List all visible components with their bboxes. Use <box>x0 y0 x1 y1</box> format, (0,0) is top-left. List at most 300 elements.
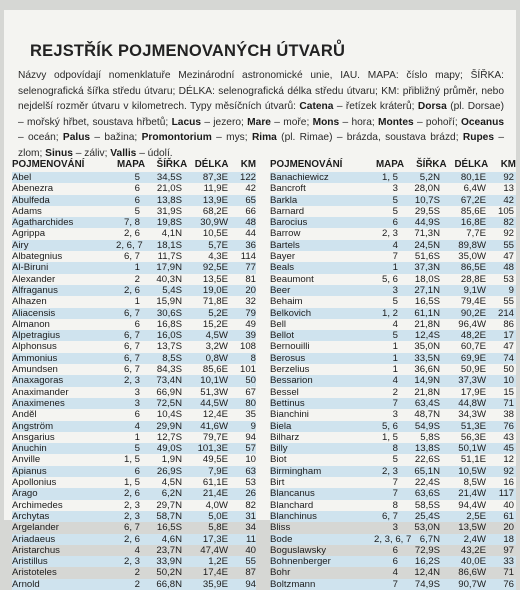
cell-name: Aristarchus <box>12 544 60 556</box>
cell-mapa: 4 <box>392 375 398 387</box>
cell-delka: 80,1E <box>460 172 486 183</box>
cell-sirka: 1,9N <box>161 454 182 466</box>
cell-km: 97 <box>503 544 514 556</box>
cell-sirka: 15,9N <box>156 296 182 308</box>
cell-name: Bernouilli <box>270 341 310 353</box>
cell-sirka: 5,8S <box>420 431 440 443</box>
table-row <box>12 545 256 556</box>
cell-delka: 79,7E <box>202 431 228 443</box>
cell-name: Agatharchides <box>12 217 74 229</box>
intro-paragraph: Názvy odpovídají nomenklatuře Mezinárodní astronomické unie, IAU. MAPA: číslo mapy; ŠÍŘKA: selenografická šířka středu útvaru; DÉLKA: selenografická délka středu útvaru; KM: přibližný průměr, nebo nejdelší rozměr útvaru v kilometrech. Typy měsíčních útvarů: Catena – řetízek kráterů; Dorsa (pl. Dorsae) – mořský hřbet, soustava hřbetů; Lacus – jezero; Mare – moře; Mons – hora; Montes – pohoří; Oceanus – oceán; Palus – bažina; Promontorium – mys; Rima (pl. Rimae) – brázda, soustava brázd; Rupes – zlom; Sinus – záliv; Vallis – údolí. <box>18 70 504 159</box>
table-row <box>270 251 516 262</box>
cell-mapa: 1 <box>392 364 398 376</box>
cell-name: Abenezra <box>12 183 54 195</box>
cell-sirka: 65,1N <box>414 465 440 477</box>
cell-mapa: 2, 6 <box>123 488 140 500</box>
cell-name: Bessel <box>270 386 299 398</box>
cell-km: 82 <box>245 499 256 511</box>
table-row <box>270 262 516 273</box>
cell-sirka: 29,7N <box>156 499 182 511</box>
cell-name: Berosus <box>270 352 306 364</box>
cell-km: 12 <box>503 454 514 466</box>
table-row <box>270 195 516 206</box>
cell-sirka: 16,0S <box>156 330 182 342</box>
cell-sirka: 73,4N <box>156 375 182 387</box>
cell-delka: 40,0E <box>460 556 486 568</box>
header-sirka: ŠÍŘKA <box>416 159 447 170</box>
cell-delka: 96,4W <box>458 318 486 330</box>
cell-mapa: 3 <box>392 284 398 296</box>
cell-name: Archytas <box>12 510 50 522</box>
cell-name: Boguslawsky <box>270 544 326 556</box>
cell-delka: 13,5W <box>458 522 486 534</box>
cell-km: 63 <box>245 465 256 477</box>
cell-mapa: 5, 6 <box>381 420 398 432</box>
cell-delka: 19,0E <box>202 284 228 296</box>
cell-name: Biela <box>270 420 292 432</box>
cell-name: Alexander <box>12 273 56 285</box>
cell-sirka: 54,9S <box>414 420 440 432</box>
cell-mapa: 7 <box>392 578 398 590</box>
cell-delka: 12,4E <box>202 409 228 421</box>
cell-sirka: 24,5N <box>414 239 440 251</box>
cell-delka: 89,8W <box>458 239 486 251</box>
cell-sirka: 16,5S <box>156 522 182 534</box>
cell-mapa: 2, 6, 7 <box>116 239 143 251</box>
table-header <box>12 158 256 172</box>
table-row <box>270 409 516 420</box>
cell-name: Alfraganus <box>12 284 58 296</box>
cell-delka: 2,5E <box>466 510 486 522</box>
table-row <box>12 240 256 251</box>
cell-sirka: 51,6S <box>414 251 440 263</box>
cell-km: 16 <box>503 477 514 489</box>
table-row <box>12 172 256 183</box>
cell-mapa: 6 <box>134 194 140 206</box>
cell-sirka: 26,9S <box>156 465 182 477</box>
cell-delka: 13,5E <box>202 273 228 285</box>
cell-delka: 7,7E <box>466 228 486 240</box>
cell-delka: 4,3E <box>208 251 228 263</box>
cell-delka: 1,2E <box>208 556 228 568</box>
cell-name: Apollonius <box>12 477 57 489</box>
cell-delka: 34,3W <box>458 409 486 421</box>
cell-name: Boltzmann <box>270 578 316 590</box>
cell-delka: 86,5E <box>460 262 486 274</box>
cell-delka: 10,1W <box>200 375 228 387</box>
cell-km: 117 <box>498 488 514 500</box>
cell-mapa: 2, 6 <box>123 284 140 296</box>
cell-sirka: 71,3N <box>414 228 440 240</box>
cell-delka: 37,3W <box>458 375 486 387</box>
cell-km: 82 <box>503 217 514 229</box>
cell-delka: 5,0E <box>208 510 228 522</box>
cell-mapa: 2, 3 <box>381 465 398 477</box>
cell-km: 26 <box>245 488 256 500</box>
header-km: KM <box>500 159 516 170</box>
cell-mapa: 2, 3 <box>123 499 140 511</box>
cell-km: 45 <box>503 443 514 455</box>
cell-name: Bliss <box>270 522 291 534</box>
cell-sirka: 49,0S <box>156 443 182 455</box>
cell-km: 53 <box>503 273 514 285</box>
cell-delka: 49,5E <box>202 454 228 466</box>
cell-km: 38 <box>503 409 514 421</box>
cell-km: 15 <box>503 386 514 398</box>
cell-name: Beaumont <box>270 273 314 285</box>
header-delka: DÉLKA <box>194 159 229 170</box>
cell-delka: 56,3E <box>460 431 486 443</box>
cell-km: 47 <box>503 251 514 263</box>
cell-name: Anaxagoras <box>12 375 64 387</box>
cell-sirka: 13,7S <box>156 341 182 353</box>
cell-name: Anaximander <box>12 386 69 398</box>
cell-mapa: 5 <box>392 205 398 217</box>
cell-sirka: 63,6S <box>414 488 440 500</box>
cell-delka: 90,7W <box>458 578 486 590</box>
cell-km: 10 <box>245 454 256 466</box>
cell-sirka: 12,4S <box>414 330 440 342</box>
cell-delka: 7,9E <box>208 465 228 477</box>
cell-sirka: 36,6N <box>414 364 440 376</box>
cell-km: 50 <box>245 375 256 387</box>
cell-km: 53 <box>245 477 256 489</box>
table-row <box>270 341 516 352</box>
table-row <box>12 274 256 285</box>
table-row <box>270 228 516 239</box>
header-mapa: MAPA <box>375 159 405 170</box>
cell-delka: 3,2W <box>205 341 228 353</box>
table-row <box>270 454 516 465</box>
cell-mapa: 4 <box>134 544 140 556</box>
cell-delka: 8,5W <box>463 477 486 489</box>
cell-sirka: 34,5S <box>156 172 182 183</box>
cell-mapa: 2 <box>134 578 140 590</box>
cell-km: 32 <box>245 296 256 308</box>
cell-mapa: 5 <box>134 172 140 183</box>
cell-sirka: 37,3N <box>414 262 440 274</box>
cell-km: 67 <box>245 386 256 398</box>
cell-delka: 11,9E <box>203 183 228 195</box>
cell-km: 74 <box>503 352 514 364</box>
table-row <box>12 319 256 330</box>
cell-sirka: 5,4S <box>162 284 182 296</box>
cell-delka: 44,5W <box>200 397 228 409</box>
cell-km: 81 <box>245 273 256 285</box>
cell-mapa: 1, 5 <box>123 454 140 466</box>
cell-mapa: 2 <box>134 567 140 579</box>
cell-delka: 85,6E <box>460 205 486 217</box>
cell-delka: 71,8E <box>202 296 228 308</box>
cell-km: 76 <box>503 578 514 590</box>
cell-km: 9 <box>250 420 256 432</box>
cell-name: Apianus <box>12 465 47 477</box>
cell-km: 55 <box>503 296 514 308</box>
cell-name: Birt <box>270 477 285 489</box>
cell-km: 40 <box>503 499 514 511</box>
table-row <box>12 285 256 296</box>
cell-delka: 10,5E <box>202 228 228 240</box>
cell-name: Barrow <box>270 228 301 240</box>
table-row <box>12 567 256 578</box>
cell-name: Ansgarius <box>12 431 55 443</box>
cell-km: 42 <box>503 194 514 206</box>
cell-km: 114 <box>240 251 256 263</box>
cell-delka: 101,3E <box>197 443 228 455</box>
table-row <box>270 364 516 375</box>
cell-sirka: 22,4S <box>414 477 440 489</box>
cell-name: Beer <box>270 284 291 296</box>
table-row <box>12 432 256 443</box>
cell-delka: 35,0W <box>458 251 486 263</box>
cell-delka: 92,5E <box>202 262 228 274</box>
cell-name: Bode <box>270 533 293 545</box>
cell-mapa: 8 <box>392 499 398 511</box>
cell-km: 61 <box>503 510 514 522</box>
cell-mapa: 3 <box>134 386 140 398</box>
cell-delka: 61,1E <box>202 477 228 489</box>
cell-delka: 44,8W <box>458 397 486 409</box>
cell-name: Anuchin <box>12 443 47 455</box>
header-name: POJMENOVÁNÍ <box>270 159 343 170</box>
cell-sirka: 13,8S <box>156 194 182 206</box>
cell-km: 50 <box>503 364 514 376</box>
cell-delka: 4,5W <box>205 330 228 342</box>
cell-name: Birmingham <box>270 465 322 477</box>
cell-mapa: 1, 5 <box>381 172 398 183</box>
table-row <box>12 522 256 533</box>
table-row <box>12 500 256 511</box>
cell-delka: 51,1E <box>460 454 486 466</box>
cell-name: Behaim <box>270 296 303 308</box>
cell-sirka: 6,2N <box>161 488 182 500</box>
cell-km: 10 <box>503 375 514 387</box>
cell-km: 122 <box>239 172 256 183</box>
cell-name: Airy <box>12 239 29 251</box>
cell-name: Ammonius <box>12 352 58 364</box>
cell-mapa: 6, 7 <box>123 330 140 342</box>
table-row <box>270 353 516 364</box>
cell-mapa: 6, 7 <box>123 364 140 376</box>
cell-sirka: 58,7N <box>156 510 182 522</box>
table-row <box>12 217 256 228</box>
table-row <box>270 308 516 319</box>
table-row <box>12 488 256 499</box>
cell-delka: 13,9E <box>202 194 228 206</box>
cell-delka: 79,4E <box>460 296 486 308</box>
cell-name: Angström <box>12 420 54 432</box>
cell-sirka: 18,1S <box>156 239 182 251</box>
cell-name: Bellot <box>270 330 294 342</box>
cell-km: 66 <box>245 205 256 217</box>
cell-km: 36 <box>245 239 256 251</box>
table-row <box>12 251 256 262</box>
table-row <box>270 443 516 454</box>
table-row <box>270 511 516 522</box>
cell-delka: 90,2E <box>460 307 486 319</box>
cell-km: 13 <box>503 183 514 195</box>
cell-sirka: 17,9N <box>156 262 182 274</box>
table-row <box>270 217 516 228</box>
cell-km: 49 <box>245 318 256 330</box>
table-row <box>270 387 516 398</box>
index-table-right <box>270 158 516 590</box>
table-row <box>270 556 516 567</box>
cell-km: 39 <box>245 330 256 342</box>
cell-sirka: 18,0S <box>414 273 440 285</box>
cell-mapa: 1, 5 <box>381 431 398 443</box>
cell-name: Blanchinus <box>270 510 317 522</box>
table-row <box>12 579 256 590</box>
cell-sirka: 61,1N <box>414 307 440 319</box>
cell-sirka: 28,0N <box>414 183 440 195</box>
table-row <box>12 477 256 488</box>
cell-km: 55 <box>503 239 514 251</box>
cell-mapa: 1, 2 <box>381 307 398 319</box>
cell-sirka: 4,6N <box>161 533 182 545</box>
cell-mapa: 7 <box>392 251 398 263</box>
table-row <box>270 579 516 590</box>
table-row <box>12 454 256 465</box>
cell-mapa: 1, 5 <box>123 477 140 489</box>
cell-sirka: 72,9S <box>414 544 440 556</box>
cell-km: 18 <box>503 533 514 545</box>
table-row <box>270 488 516 499</box>
table-row <box>12 206 256 217</box>
cell-km: 92 <box>503 465 514 477</box>
table-row <box>270 398 516 409</box>
table-row <box>270 545 516 556</box>
cell-sirka: 84,3S <box>156 364 182 376</box>
table-row <box>270 432 516 443</box>
cell-mapa: 6, 7 <box>381 510 398 522</box>
cell-name: Adams <box>12 205 42 217</box>
cell-km: 92 <box>503 172 514 183</box>
cell-sirka: 53,0N <box>414 522 440 534</box>
cell-mapa: 6 <box>134 318 140 330</box>
cell-name: Almanon <box>12 318 50 330</box>
cell-delka: 67,2E <box>460 194 486 206</box>
table-header <box>270 158 516 172</box>
table-row <box>270 330 516 341</box>
cell-sirka: 22,6S <box>414 454 440 466</box>
table-row <box>12 387 256 398</box>
cell-delka: 5,7E <box>208 239 228 251</box>
cell-delka: 51,3W <box>200 386 228 398</box>
cell-name: Ariadaeus <box>12 533 56 545</box>
cell-km: 20 <box>245 284 256 296</box>
cell-sirka: 21,8N <box>414 386 440 398</box>
cell-name: Andĕl <box>12 409 37 421</box>
cell-sirka: 29,5S <box>414 205 440 217</box>
cell-name: Blancanus <box>270 488 315 500</box>
cell-sirka: 8,5S <box>162 352 182 364</box>
cell-mapa: 7 <box>392 397 398 409</box>
table-row <box>270 319 516 330</box>
cell-delka: 28,8E <box>460 273 486 285</box>
cell-mapa: 6, 7 <box>123 307 140 319</box>
table-row <box>270 296 516 307</box>
cell-sirka: 63,4S <box>414 397 440 409</box>
cell-sirka: 12,4N <box>414 567 440 579</box>
cell-name: Bessarion <box>270 375 313 387</box>
table-row <box>270 477 516 488</box>
cell-sirka: 33,9N <box>156 556 182 568</box>
cell-name: Bohr <box>270 567 291 579</box>
table-row <box>12 409 256 420</box>
cell-delka: 2,4W <box>463 533 486 545</box>
cell-mapa: 2, 3 <box>123 556 140 568</box>
header-name: POJMENOVÁNÍ <box>12 159 85 170</box>
cell-delka: 50,1W <box>458 443 486 455</box>
cell-mapa: 1 <box>392 262 398 274</box>
cell-delka: 69,9E <box>460 352 486 364</box>
table-row <box>270 534 516 545</box>
cell-name: Bohnenberger <box>270 556 331 568</box>
table-row <box>12 308 256 319</box>
cell-delka: 17,9E <box>460 386 486 398</box>
cell-name: Bettinus <box>270 397 305 409</box>
cell-sirka: 33,5N <box>414 352 440 364</box>
cell-delka: 9,1W <box>463 284 486 296</box>
table-row <box>12 228 256 239</box>
cell-sirka: 16,2S <box>414 556 440 568</box>
cell-km: 42 <box>245 183 256 195</box>
table-row <box>12 330 256 341</box>
table-row <box>270 466 516 477</box>
table-row <box>12 262 256 273</box>
cell-delka: 0,8W <box>205 352 228 364</box>
cell-mapa: 6 <box>392 544 398 556</box>
cell-mapa: 6, 7 <box>123 341 140 353</box>
cell-km: 80 <box>245 397 256 409</box>
cell-mapa: 3 <box>392 409 398 421</box>
cell-km: 9 <box>508 284 514 296</box>
cell-name: Arago <box>12 488 38 500</box>
cell-sirka: 11,7S <box>157 251 182 263</box>
table-row <box>270 206 516 217</box>
cell-km: 20 <box>503 522 514 534</box>
cell-sirka: 74,9S <box>414 578 440 590</box>
cell-mapa: 5 <box>134 443 140 455</box>
cell-name: Bilharz <box>270 431 300 443</box>
cell-delka: 17,4E <box>202 567 228 579</box>
cell-km: 76 <box>503 420 514 432</box>
cell-km: 34 <box>245 522 256 534</box>
cell-delka: 43,2E <box>460 544 486 556</box>
table-row <box>12 421 256 432</box>
cell-name: Al-Biruni <box>12 262 49 274</box>
cell-name: Bancroft <box>270 183 306 195</box>
cell-sirka: 16,5S <box>414 296 440 308</box>
table-row <box>12 466 256 477</box>
cell-km: 71 <box>503 397 514 409</box>
cell-sirka: 23,7N <box>156 544 182 556</box>
cell-sirka: 30,6S <box>156 307 182 319</box>
cell-sirka: 66,8N <box>156 578 182 590</box>
cell-mapa: 5 <box>392 330 398 342</box>
cell-mapa: 2 <box>392 386 398 398</box>
cell-name: Biot <box>270 454 287 466</box>
cell-sirka: 10,7S <box>414 194 440 206</box>
cell-mapa: 6 <box>134 465 140 477</box>
cell-sirka: 13,8S <box>414 443 440 455</box>
cell-sirka: 6,7N <box>419 533 440 545</box>
cell-sirka: 14,9N <box>414 375 440 387</box>
page-title: REJSTŘÍK POJMENOVANÝCH ÚTVARŮ <box>30 42 346 60</box>
cell-mapa: 4 <box>134 420 140 432</box>
cell-delka: 21,4W <box>458 488 486 500</box>
